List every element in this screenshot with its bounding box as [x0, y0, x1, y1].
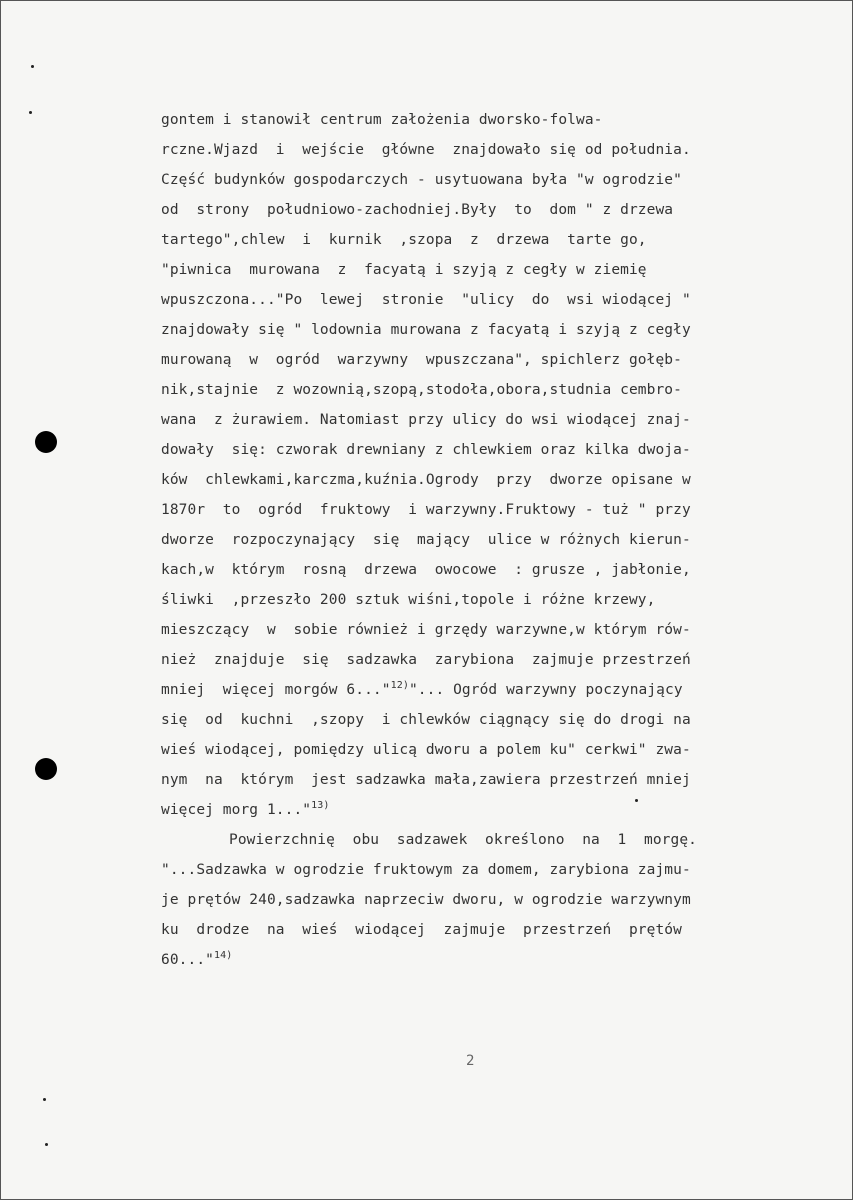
scan-speck	[31, 65, 34, 68]
text-line	[161, 945, 801, 975]
text-line: tartego",chlew i kurnik ,szopa z drzewa tarte go,	[161, 232, 647, 248]
text-line: wpuszczona..."Po lewej stronie "ulicy do wsi wiodącej "	[161, 292, 691, 308]
scan-speck	[29, 111, 32, 114]
punch-hole	[35, 431, 57, 453]
footnote-ref-14: 14)	[213, 950, 233, 961]
page-number: 2	[466, 1053, 475, 1069]
text-fragment: 60..."	[161, 952, 214, 968]
text-line: Część budynków gospodarczych - usytuowana była "w ogrodzie"	[161, 172, 682, 188]
text-line: dworze rozpoczynający się mający ulice w różnych kierun-	[161, 532, 691, 548]
text-line: ku drodze na wieś wiodącej zajmuje przestrzeń prętów	[161, 922, 682, 938]
text-line: rczne.Wjazd i wejście główne znajdowało się od południa.	[161, 142, 691, 158]
footnote-ref-12: 12)	[390, 680, 409, 691]
text-line: murowaną w ogród warzywny wpuszczana", spichlerz gołęb-	[161, 352, 682, 368]
text-line: mieszczący w sobie również i grzędy warzywne,w którym rów-	[161, 622, 691, 638]
text-line: nym na którym jest sadzawka mała,zawiera przestrzeń mniej	[161, 772, 691, 788]
footnote-ref-13: 13)	[311, 800, 330, 811]
body-text	[161, 105, 801, 975]
text-line: nik,stajnie z wozownią,szopą,stodoła,obora,studnia cembro-	[161, 382, 682, 398]
text-fragment: mniej więcej morgów 6..."	[161, 682, 391, 698]
text-line: "piwnica murowana z facyatą i szyją z cegły w ziemię	[161, 262, 647, 278]
text-line: od strony południowo-zachodniej.Były to dom " z drzewa	[161, 202, 674, 218]
text-line: znajdowały się " lodownia murowana z facyatą i szyją z cegły	[161, 322, 691, 338]
text-line: się od kuchni ,szopy i chlewków ciągnący się do drogi na	[161, 712, 691, 728]
paragraph-start-line: Powierzchnię obu sadzawek określono na 1 morgę.	[229, 832, 697, 848]
text-line	[161, 675, 801, 705]
text-line: gontem i stanowił centrum założenia dworsko-folwa-	[161, 112, 603, 128]
text-line: je prętów 240,sadzawka naprzeciw dworu, w ogrodzie warzywnym	[161, 892, 691, 908]
scan-speck	[43, 1098, 46, 1101]
text-line	[161, 795, 801, 825]
text-line: ków chlewkami,karczma,kuźnia.Ogrody przy dworze opisane w	[161, 472, 691, 488]
text-line: śliwki ,przeszło 200 sztuk wiśni,topole i różne krzewy,	[161, 592, 656, 608]
text-line: "...Sadzawka w ogrodzie fruktowym za domem, zarybiona zajmu-	[161, 862, 691, 878]
punch-hole	[35, 758, 57, 780]
text-line: nież znajduje się sadzawka zarybiona zajmuje przestrzeń	[161, 652, 691, 668]
text-fragment: "... Ogród warzywny poczynający	[408, 682, 683, 698]
text-line: wana z żurawiem. Natomiast przy ulicy do wsi wiodącej znaj-	[161, 412, 691, 428]
text-line: 1870r to ogród fruktowy i warzywny.Fruktowy - tuż " przy	[161, 502, 691, 518]
scan-speck	[45, 1143, 48, 1146]
text-line: wieś wiodącej, pomiędzy ulicą dworu a polem ku" cerkwi" zwa-	[161, 742, 691, 758]
text-line: dowały się: czworak drewniany z chlewkiem oraz kilka dwoja-	[161, 442, 691, 458]
text-fragment: więcej morg 1..."	[161, 802, 312, 818]
text-line: kach,w którym rosną drzewa owocowe : grusze , jabłonie,	[161, 562, 691, 578]
